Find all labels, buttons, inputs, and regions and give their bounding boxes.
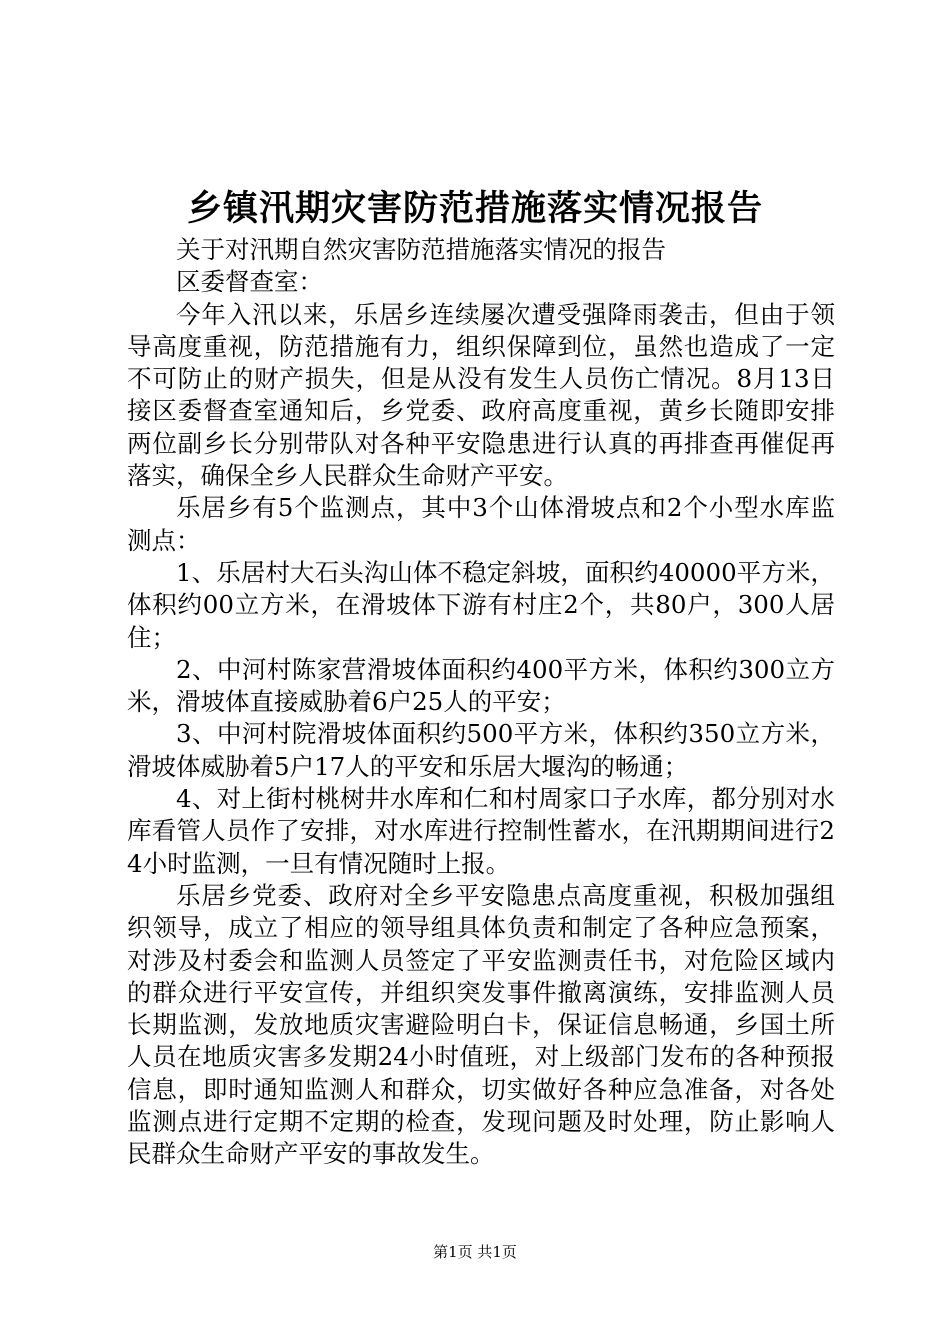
report-recipient: 区委督查室： (176, 267, 323, 297)
list-item-1: 1、乐居村大石头沟山体不稳定斜坡，面积约40000平方米，体积约00立方米，在滑坡体下游有村庄2个，共80户，300人居住； (127, 557, 835, 652)
paragraph-monitoring-points: 乐居乡有5个监测点，其中3个山体滑坡点和2个小型水库监测点： (127, 493, 835, 555)
list-item-2: 2、中河村陈家营滑坡体面积约400平方米，体积约300立方米，滑坡体直接威胁着6户25人的平安； (127, 654, 835, 717)
report-subject: 关于对汛期自然灾害防范措施落实情况的报告 (176, 235, 666, 264)
document-title: 乡镇汛期灾害防范措施落实情况报告 (186, 188, 763, 229)
paragraph-overview: 今年入汛以来，乐居乡连续屡次遭受强降雨袭击，但由于领导高度重视，防范措施有力，组织保障到位，虽然也造成了一定不可防止的财产损失，但是从没有发生人员伤亡情况。8月13日接区委督查室通知后，乡党委、政府高度重视，黄乡长随即安排两位副乡长分别带队对各种平安隐患进行认真的再排查再催促再落实，确保全乡人民群众生命财产平安。 (127, 299, 835, 491)
page-footer: 第1页 共1页 (433, 1243, 517, 1261)
list-item-4: 4、对上街村桃树井水库和仁和村周家口子水库，都分别对水库看管人员作了安排，对水库进行控制性蓄水，在汛期期间进行24小时监测，一旦有情况随时上报。 (127, 784, 835, 878)
list-item-3: 3、中河村院滑坡体面积约500平方米，体积约350立方米，滑坡体威胁着5户17人的平安和乐居大堰沟的畅通； (127, 719, 835, 781)
document-body (127, 234, 835, 1171)
paragraph-measures: 乐居乡党委、政府对全乡平安隐患点高度重视，积极加强组织领导，成立了相应的领导组具体负责和制定了各种应急预案，对涉及村委会和监测人员签定了平安监测责任书，对危险区域内的群众进行平安宣传，并组织突发事件撤离演练，安排监测人员长期监测，发放地质灾害避险明白卡，保证信息畅通，乡国土所人员在地质灾害多发期24小时值班，对上级部门发布的各种预报信息，即时通知监测人和群众，切实做好各种应急准备，对各处监测点进行定期不定期的检查，发现问题及时处理，防止影响人民群众生命财产平安的事故发生。 (127, 880, 835, 1169)
